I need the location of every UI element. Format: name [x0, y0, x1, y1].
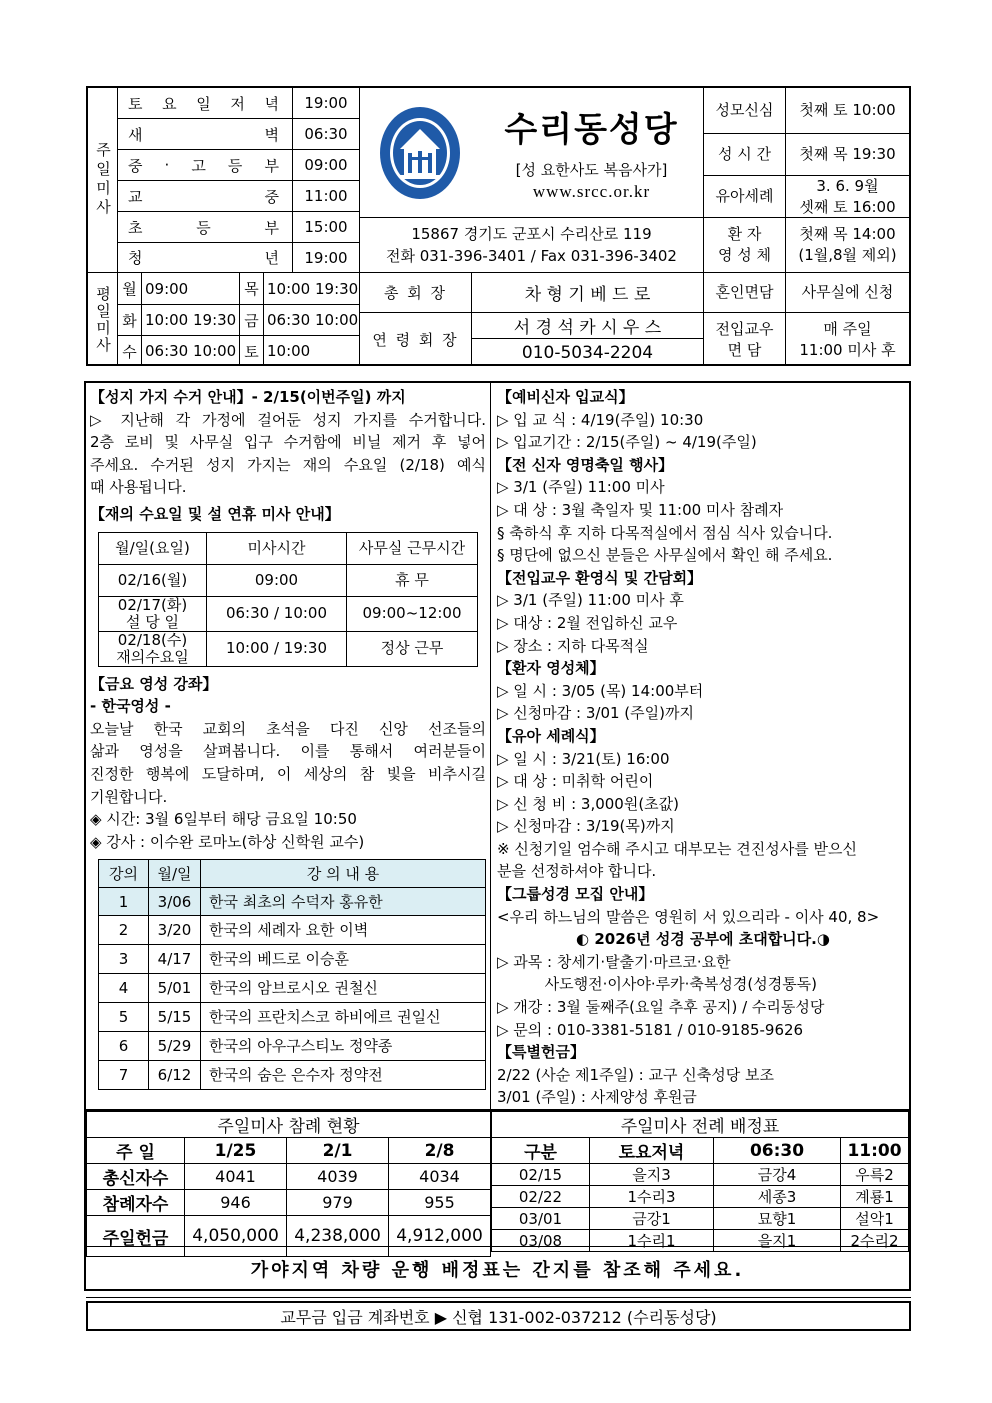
weekday-mass-label — [88, 273, 118, 366]
feast-day-line: § 명단에 없으신 분들은 사무실에서 확인 해 주세요. — [497, 546, 833, 565]
sunday-mass-name — [118, 150, 293, 181]
welcome-line: ▷ 장소 : 지하 다목적실 — [497, 636, 649, 655]
weekday-times: 06:30 10:00 — [142, 336, 240, 366]
sunday-mass-name-char: 토 — [128, 94, 146, 113]
table-header: 2/8 — [389, 1138, 491, 1164]
weekday-name: 금 — [240, 305, 264, 336]
sick-communion-line: ▷ 신청마감 : 3/01 (주일)까지 — [497, 704, 694, 723]
sunday-mass-name-char: 새 — [128, 125, 146, 144]
table-cell: 5/29 — [149, 1032, 201, 1061]
friday-lecture-subtitle: - 한국영성 - — [90, 697, 171, 716]
table-header: 미사시간 — [207, 532, 347, 564]
table-row — [99, 1003, 486, 1032]
table-cell: 금강4 — [714, 1164, 841, 1186]
church-address-box — [360, 218, 704, 273]
info-label-text: 환 자 — [727, 225, 762, 243]
info-value-text: 11:00 미사 후 — [799, 340, 896, 359]
sunday-mass-name-char: 중 — [264, 187, 282, 206]
table-cell: 을지3 — [590, 1164, 714, 1186]
table-cell: 02/16(월) — [99, 564, 207, 596]
info-value — [786, 176, 909, 218]
sunday-mass-name-char: 등 — [227, 156, 246, 175]
catechumen-line: ▷ 입교기간 : 2/15(주일) ~ 4/19(주일) — [497, 433, 757, 452]
church-title-box — [480, 88, 704, 218]
bible-group-title: 【그룹성경 모집 안내】 — [497, 885, 654, 904]
table-header: 주 일 — [87, 1138, 185, 1164]
table-header: 1/25 — [185, 1138, 287, 1164]
bulletin-main — [84, 381, 911, 1111]
infant-baptism-line: ▷ 신 청 비 : 3,000원(초값) — [497, 794, 680, 813]
table-cell: 우륵2 — [841, 1164, 909, 1186]
sunday-mass-label-text: 주일미사 — [94, 142, 112, 218]
table-cell: 3/20 — [149, 916, 201, 945]
bible-line: 사도행전·이사야·루카·축복성경(성경통독) — [497, 975, 818, 994]
table-cell: 총신자수 — [87, 1164, 185, 1190]
church-logo — [360, 88, 480, 218]
table-cell: 02/22 — [492, 1186, 590, 1208]
sick-communion-line: ▷ 일 시 : 3/05 (목) 14:00부터 — [497, 681, 704, 700]
lecture-speaker: ◈ 강사 : 이수완 로마노(하상 신학원 교수) — [90, 832, 365, 851]
feast-day-line: ▷ 대 상 : 3월 축일자 및 11:00 미사 참례자 — [497, 500, 784, 519]
table-cell: 한국의 세례자 요한 이벽 — [201, 916, 486, 945]
table-row — [99, 564, 478, 596]
info-label-text: 유아세례 — [715, 187, 774, 205]
table-row — [492, 1186, 909, 1208]
palm-collection-title: 【성지 가지 수거 안내】- 2/15(이번주일) 까지 — [90, 388, 406, 406]
table-cell: 946 — [185, 1190, 287, 1216]
table-header: 2/1 — [287, 1138, 389, 1164]
table-cell: 4 — [99, 974, 149, 1003]
info-value-text: 매 주일 — [823, 319, 872, 338]
table-cell: 03/01 — [492, 1208, 590, 1230]
palm-line: 주세요. 수거된 성지 가지는 재의 수요일 (2/18) 예식 — [90, 455, 486, 474]
table-row — [99, 596, 478, 631]
info-value — [786, 134, 909, 176]
table-header: 월/일 — [149, 860, 201, 888]
feast-day-line: § 축하식 후 지하 다목적실에서 점심 식사 있습니다. — [497, 523, 833, 542]
attendance-table — [86, 1111, 491, 1257]
info-value — [786, 88, 909, 134]
weekday-mass-label-text: 평일미사 — [94, 285, 112, 354]
feast-day-line: ▷ 3/1 (주일) 11:00 미사 — [497, 478, 665, 497]
bible-quote: <우리 하느님의 말씀은 영원히 서 있으리라 - 이사 40, 8> — [497, 907, 880, 926]
info-value — [786, 273, 909, 313]
table-cell: 1수리1 — [590, 1230, 714, 1252]
table-cell: 설악1 — [841, 1208, 909, 1230]
info-value-text: (1월,8월 제외) — [798, 246, 897, 264]
table-header: 사무실 근무시간 — [347, 532, 478, 564]
vehicle-notice: 가야지역 차량 운행 배정표는 간지를 참조해 주세요. — [86, 1246, 909, 1290]
table-cell: 한국의 암브로시오 권철신 — [201, 974, 486, 1003]
sunday-mass-name-char: 부 — [264, 218, 282, 237]
table-cell: 을지1 — [714, 1230, 841, 1252]
info-label-text: 영 성 체 — [717, 246, 771, 264]
bible-invite: ◐ 2026년 성경 공부에 초대합니다.◑ — [576, 930, 830, 949]
weekday-times: 10:00 19:30 — [142, 305, 240, 336]
table-row — [99, 974, 486, 1003]
special-offering-line: 3/01 (주일) : 사제양성 후원금 — [497, 1088, 697, 1107]
table-cell: 세종3 — [714, 1186, 841, 1208]
friday-lecture-title: 【금요 영성 강좌】 — [90, 674, 218, 693]
sick-communion-title: 【환자 영성체】 — [497, 659, 605, 678]
bible-line: ▷ 문의 : 010-3381-5181 / 010-9185-9626 — [497, 1020, 804, 1039]
left-column — [86, 383, 491, 1109]
table-cell: 한국의 베드로 이승훈 — [201, 945, 486, 974]
table-cell-date: 02/17(화) — [117, 595, 188, 614]
account-footer: 교무금 입금 계좌번호 ▶ 신협 131-002-037212 (수리동성당) — [86, 1301, 911, 1331]
table-cell: 2수리2 — [841, 1230, 909, 1252]
sunday-mass-name — [118, 212, 293, 243]
table-header: 강의 — [99, 860, 149, 888]
church-name: 수리동성당 — [504, 110, 679, 150]
lecture-line: 진정한 행복에 도달하며, 이 세상의 참 빛을 비추시길 — [90, 764, 486, 783]
table-cell: 6 — [99, 1032, 149, 1061]
sunday-mass-time: 19:00 — [293, 88, 360, 119]
palm-line: 때 사용됩니다. — [90, 478, 187, 497]
sunday-mass-time: 15:00 — [293, 212, 360, 243]
sunday-mass-name-char: 저 — [230, 94, 248, 113]
table-header: 구분 — [492, 1138, 590, 1164]
sunday-mass-name-char: 청 — [128, 249, 146, 267]
attendance-title: 주일미사 참례 현황 — [87, 1112, 491, 1138]
infant-baptism-title: 【유아 세례식】 — [497, 726, 605, 745]
schedule-title: 주일미사 전례 배정표 — [492, 1112, 909, 1138]
table-cell: 09:00 — [207, 564, 347, 596]
table-cell: 09:00~12:00 — [347, 596, 478, 631]
weekday-name: 화 — [118, 305, 142, 336]
table-cell: 5/15 — [149, 1003, 201, 1032]
table-cell: 1 — [99, 888, 149, 916]
weekday-times: 06:30 10:00 — [264, 305, 360, 336]
sunday-mass-name-char: · — [164, 156, 173, 174]
weekday-name: 목 — [240, 273, 264, 305]
info-label — [704, 176, 786, 218]
church-seal-icon — [378, 105, 462, 201]
info-label — [704, 218, 786, 273]
info-value-text: 3. 6. 9월 — [816, 176, 879, 195]
sunday-mass-label — [88, 88, 118, 273]
senior-name: 서 경 석 카 시 우 스 — [472, 313, 704, 339]
weekday-times: 10:00 19:30 — [264, 273, 360, 305]
church-website[interactable]: www.srcc.or.kr — [532, 182, 651, 201]
info-value — [786, 218, 909, 273]
catechumen-line: ▷ 입 교 식 : 4/19(주일) 10:30 — [497, 410, 704, 429]
table-header: 월/일(요일) — [99, 532, 207, 564]
infant-baptism-line: 분을 선정하셔야 합니다. — [497, 862, 657, 881]
weekday-name: 토 — [240, 336, 264, 366]
table-header: 강 의 내 용 — [201, 860, 486, 888]
table-cell: 03/08 — [492, 1230, 590, 1252]
table-cell-date: 02/18(수) — [117, 630, 188, 649]
infant-baptism-line: ▷ 신청마감 : 3/19(목)까지 — [497, 817, 675, 836]
table-cell: 금강1 — [590, 1208, 714, 1230]
church-subtitle: [성 요한사도 복음사가] — [515, 161, 668, 179]
table-cell: 한국의 프란치스코 하비에르 권일신 — [201, 1003, 486, 1032]
weekday-times: 09:00 — [142, 273, 240, 305]
table-cell: 979 — [287, 1190, 389, 1216]
table-cell: 계룡1 — [841, 1186, 909, 1208]
table-row — [492, 1208, 909, 1230]
welcome-line: ▷ 대상 : 2월 전입하신 교우 — [497, 613, 678, 632]
info-value-text: 첫째 목 14:00 — [799, 225, 896, 243]
palm-line: ▷ 지난해 각 가정에 걸어둔 성지 가지를 수거합니다. — [90, 410, 486, 429]
lecture-line: 오늘날 한국 교회의 초석을 다진 신앙 선조들의 — [90, 719, 486, 738]
table-cell: 한국 최초의 수덕자 홍유한 — [201, 888, 486, 916]
table-row — [99, 631, 478, 666]
right-column — [491, 383, 909, 1109]
table-row — [99, 1032, 486, 1061]
church-phone: 전화 031-396-3401 / Fax 031-396-3402 — [386, 247, 677, 265]
table-cell: 955 — [389, 1190, 491, 1216]
church-address: 15867 경기도 군포시 수리산로 119 — [411, 225, 652, 243]
bulletin-header — [86, 86, 911, 366]
infant-baptism-line: ▷ 대 상 : 미취학 어린이 — [497, 772, 654, 791]
table-cell: 참례자수 — [87, 1190, 185, 1216]
table-cell: 02/15 — [492, 1164, 590, 1186]
weekday-times: 10:00 — [264, 336, 360, 366]
bulletin-bottom — [84, 1111, 911, 1291]
feast-day-title: 【전 신자 영명축일 행사】 — [497, 455, 674, 474]
table-row — [99, 945, 486, 974]
sunday-mass-name-char: 초 — [128, 218, 146, 237]
table-cell-note: 재의수요일 — [116, 647, 189, 666]
sunday-mass-name-char: 녁 — [264, 94, 282, 113]
table-cell: 4,912,000 — [389, 1216, 491, 1257]
info-label-text: 성 시 간 — [717, 145, 771, 163]
catechumen-title: 【예비신자 입교식】 — [497, 388, 634, 406]
senior-label: 연 령 회 장 — [360, 313, 472, 366]
table-cell: 한국의 아우구스티노 정약종 — [201, 1032, 486, 1061]
ash-wednesday-table — [98, 532, 478, 667]
sunday-mass-name-char: 년 — [264, 249, 282, 267]
special-offering-line: 2/22 (사순 제1주일) : 교구 신축성당 보조 — [497, 1065, 774, 1084]
info-label — [704, 88, 786, 134]
ash-wednesday-title: 【재의 수요일 및 설 연휴 미사 안내】 — [90, 504, 340, 523]
sunday-mass-time: 06:30 — [293, 119, 360, 150]
welcome-line: ▷ 3/1 (주일) 11:00 미사 후 — [497, 591, 684, 610]
info-value-text: 첫째 토 10:00 — [799, 101, 896, 119]
table-cell: 5 — [99, 1003, 149, 1032]
lecture-line: 기원합니다. — [90, 787, 168, 806]
sunday-mass-name-char: 중 — [128, 156, 146, 175]
bible-line: ▷ 과목 : 창세기·탈출기·마르코·요한 — [497, 952, 731, 971]
info-value — [786, 313, 909, 366]
info-value-text: 셋째 토 16:00 — [799, 197, 896, 216]
table-cell — [99, 631, 207, 666]
special-offering-title: 【특별헌금】 — [497, 1043, 585, 1062]
sunday-mass-name-char: 일 — [196, 94, 214, 113]
table-cell: 3/06 — [149, 888, 201, 916]
table-row — [492, 1164, 909, 1186]
table-cell: 7 — [99, 1061, 149, 1090]
sunday-mass-time: 19:00 — [293, 243, 360, 273]
table-cell: 2 — [99, 916, 149, 945]
info-value-text: 첫째 목 19:30 — [799, 145, 896, 163]
sunday-mass-name-char: 교 — [128, 187, 146, 206]
table-cell: 4/17 — [149, 945, 201, 974]
table-cell: 4039 — [287, 1164, 389, 1190]
sunday-mass-name — [118, 119, 293, 150]
welcome-title: 【전입교우 환영식 및 간담회】 — [497, 568, 703, 587]
president-name: 차 형 기 베 드 로 — [472, 273, 704, 313]
bible-line: ▷ 개강 : 3월 둘째주(요일 추후 공지) / 수리동성당 — [497, 998, 825, 1017]
infant-baptism-line: ※ 신청기일 엄수해 주시고 대부모는 견진성사를 받으신 — [497, 839, 857, 858]
sunday-mass-name-char: 벽 — [264, 125, 282, 144]
president-label: 총 회 장 — [360, 273, 472, 313]
info-label — [704, 273, 786, 313]
table-header: 토요저녁 — [590, 1138, 714, 1164]
senior-phone: 010-5034-2204 — [472, 339, 704, 366]
table-cell: 06:30 / 10:00 — [207, 596, 347, 631]
table-cell: 3 — [99, 945, 149, 974]
weekday-name: 월 — [118, 273, 142, 305]
table-row — [87, 1164, 491, 1190]
info-label-text: 혼인면담 — [715, 283, 774, 301]
info-label — [704, 313, 786, 366]
table-header: 11:00 — [841, 1138, 909, 1164]
table-cell-note: 설 당 일 — [125, 612, 179, 631]
table-cell: 묘향1 — [714, 1208, 841, 1230]
table-cell: 4,238,000 — [287, 1216, 389, 1257]
sunday-mass-name-char: 요 — [162, 94, 180, 113]
table-cell: 4034 — [389, 1164, 491, 1190]
info-label-text: 면 담 — [727, 340, 762, 359]
table-cell: 6/12 — [149, 1061, 201, 1090]
lecture-table — [98, 859, 486, 1090]
table-header: 06:30 — [714, 1138, 841, 1164]
table-row — [99, 1061, 486, 1090]
table-cell: 휴 무 — [347, 564, 478, 596]
lecture-line: 삶과 영성을 살펴봅니다. 이를 통해서 여러분들이 — [90, 742, 486, 761]
palm-line: 2층 로비 및 사무실 입구 수거함에 비닐 제거 후 넣어 — [90, 433, 486, 452]
table-cell: 4041 — [185, 1164, 287, 1190]
info-label — [704, 134, 786, 176]
sunday-mass-time: 11:00 — [293, 181, 360, 212]
table-cell: 5/01 — [149, 974, 201, 1003]
lecture-time: ◈ 시간: 3월 6일부터 해당 금요일 10:50 — [90, 810, 357, 829]
sunday-mass-time: 09:00 — [293, 150, 360, 181]
info-label-text: 성모신심 — [715, 101, 774, 119]
infant-baptism-line: ▷ 일 시 : 3/21(토) 16:00 — [497, 749, 670, 768]
sunday-mass-name — [118, 181, 293, 212]
table-cell: 정상 근무 — [347, 631, 478, 666]
table-cell: 주일헌금 — [87, 1216, 185, 1257]
info-label-text: 전입교우 — [715, 319, 774, 338]
table-cell: 10:00 / 19:30 — [207, 631, 347, 666]
sunday-mass-name — [118, 88, 293, 119]
sunday-mass-name-char: 고 — [191, 156, 209, 175]
sunday-mass-name-char: 부 — [264, 156, 282, 175]
table-cell: 4,050,000 — [185, 1216, 287, 1257]
sunday-mass-name — [118, 243, 293, 273]
table-row — [99, 888, 486, 916]
table-row — [99, 916, 486, 945]
table-cell: 한국의 숨은 은수자 정약전 — [201, 1061, 486, 1090]
weekday-name: 수 — [118, 336, 142, 366]
table-cell — [99, 596, 207, 631]
sunday-mass-name-char: 등 — [196, 218, 214, 237]
info-value-text: 사무실에 신청 — [801, 283, 894, 301]
liturgy-schedule-table — [491, 1111, 909, 1252]
table-row — [87, 1190, 491, 1216]
table-cell: 1수리3 — [590, 1186, 714, 1208]
